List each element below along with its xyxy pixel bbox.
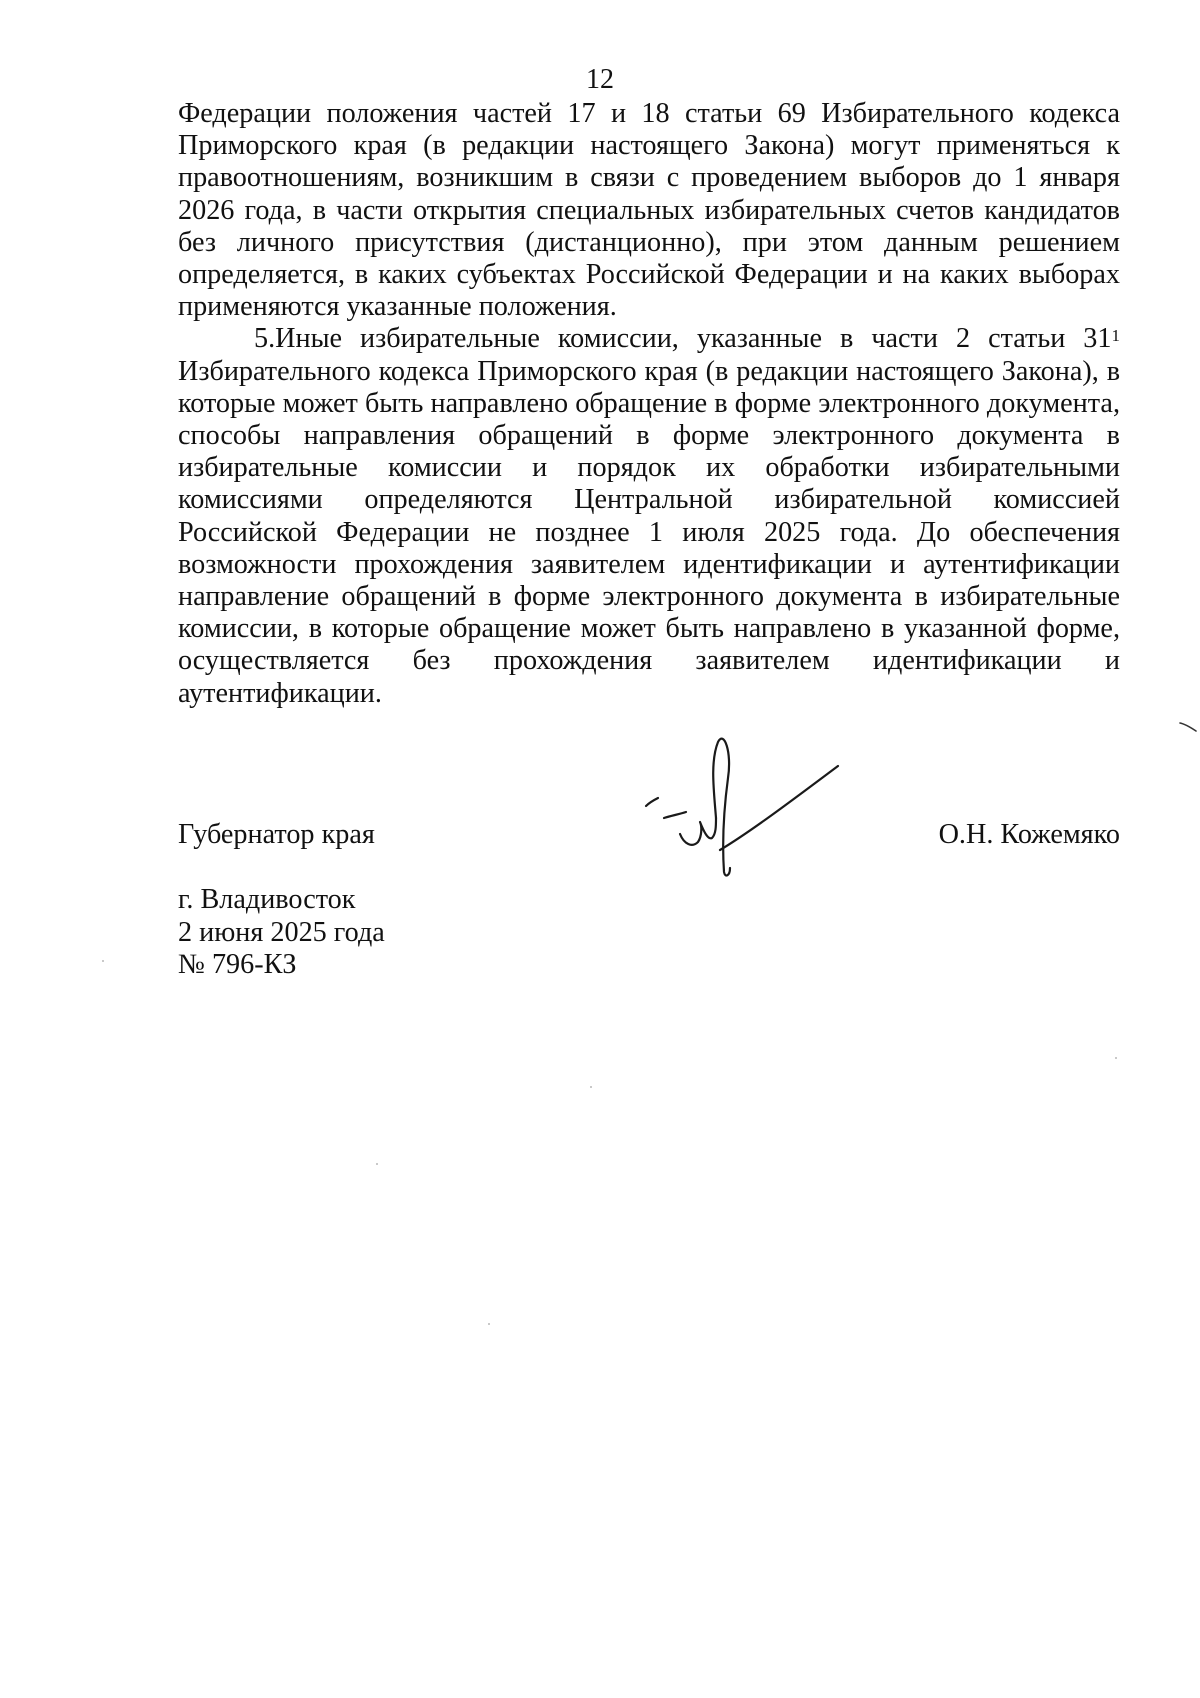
scan-speck xyxy=(1115,1057,1117,1059)
document-footer xyxy=(178,884,385,982)
scan-speck xyxy=(102,960,104,962)
law-number: № 796-КЗ xyxy=(178,949,297,980)
paragraph-continuation: Федерации положения частей 17 и 18 статьи 69 Избирательного кодекса Приморского края (в редакции настоящего Закона) могут применяться к правоотношениям, возникшим в связи с проведением выборов до 1 января 2026 года, в части открытия специальных избирательных счетов кандидатов без личного присутствия (дистанционно), при этом данным решением определяется, в каких субъектах Российской Федерации и на каких выборах применяются указанные положения. xyxy=(178,98,1120,323)
scan-speck xyxy=(488,1323,490,1325)
handwritten-signature xyxy=(640,722,840,882)
signing-date: 2 июня 2025 года xyxy=(178,916,385,948)
stray-pen-mark xyxy=(1178,720,1198,734)
signatory-position: Губернатор края xyxy=(178,819,375,850)
signatory-name: О.Н. Кожемяко xyxy=(938,819,1120,850)
scan-speck xyxy=(376,1163,378,1165)
article-superscript: 1 xyxy=(1111,326,1120,346)
paragraph-5 xyxy=(178,323,1120,709)
scan-speck xyxy=(590,1086,592,1088)
place-of-signing: г. Владивосток xyxy=(178,884,356,915)
paragraph-5-lead: 5.Иные избирательные комиссии, указанные в части 2 статьи 31 xyxy=(254,323,1112,355)
law-text xyxy=(178,98,1120,710)
page-number: 12 xyxy=(586,64,614,95)
paragraph-5-rest: Избирательного кодекса Приморского края (в редакции настоящего Закона), в которые может быть направлено обращение в форме электронного документа, способы направления обращений в форме электронного документа в избирательные комиссии и порядок их обработки избирательными комиссиями определяются Центральной избирательной комиссией Российской Федерации не позднее 1 июля 2025 года. До обеспечения возможности прохождения заявителем идентификации и аутентификации направление обращений в форме электронного документа в избирательные комиссии, в которые обращение может быть направлено в указанной форме, осуществляется без прохождения заявителем идентификации и аутентификации. xyxy=(178,355,1120,709)
